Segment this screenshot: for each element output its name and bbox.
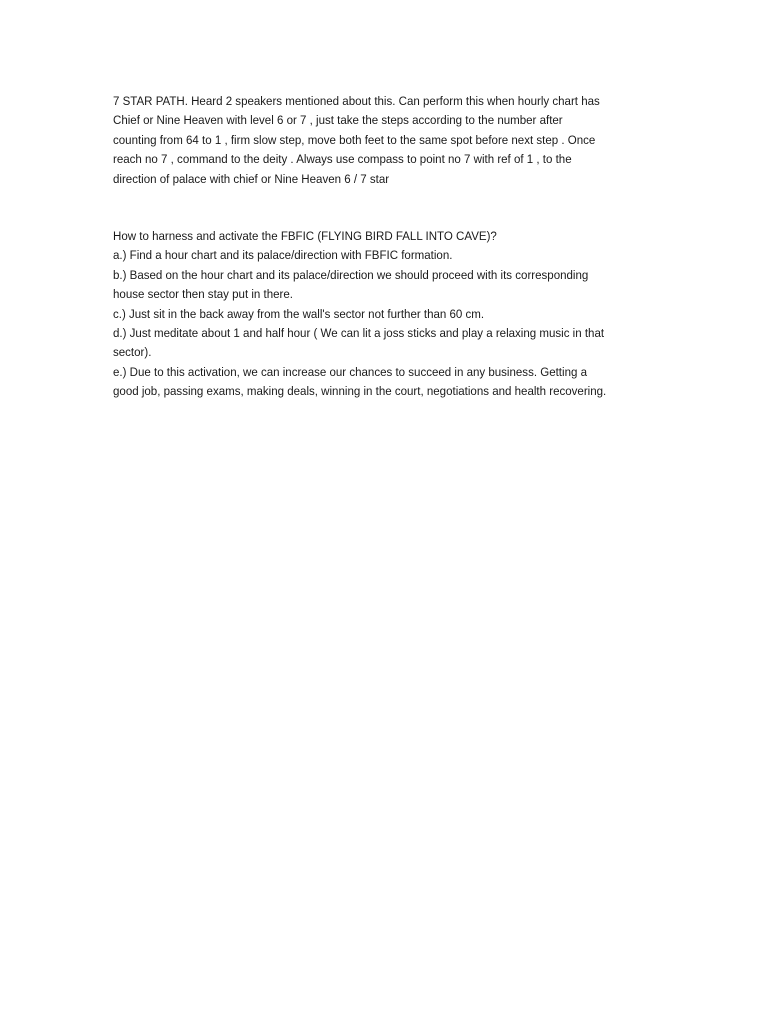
step-b-line-continued: house sector then stay put in there. [113,287,294,302]
step-d-line-continued: sector). [113,345,152,360]
seven-star-path-paragraph [113,92,634,189]
step-c-line: c.) Just sit in the back away from the wall's sector not further than 60 cm. [113,306,485,321]
text-line: reach no 7 , command to the deity . Always use compass to point no 7 with ref of 1 , to the [113,152,572,167]
step-b-line: b.) Based on the hour chart and its palace/direction we should proceed with its corresponding [113,267,589,282]
text-line: counting from 64 to 1 , firm slow step, move both feet to the same spot before next step . Once [113,132,596,147]
paragraph-spacer [113,189,634,227]
text-line: 7 STAR PATH. Heard 2 speakers mentioned about this. Can perform this when hourly chart has [113,94,600,108]
text-line: direction of palace with chief or Nine Heaven 6 / 7 star [113,171,390,186]
step-e-line-continued: good job, passing exams, making deals, winning in the court, negotiations and health recovering. [113,384,607,399]
step-d-line: d.) Just meditate about 1 and half hour ( We can lit a joss sticks and play a relaxing music in that [113,326,605,341]
step-e-line: e.) Due to this activation, we can increase our chances to succeed in any business. Getting a [113,364,588,379]
step-a-line: a.) Find a hour chart and its palace/direction with FBFIC formation. [113,248,453,263]
fbfic-heading: How to harness and activate the FBFIC (FLYING BIRD FALL INTO CAVE)? [113,229,497,244]
fbfic-paragraph [113,227,634,402]
text-line: Chief or Nine Heaven with level 6 or 7 , just take the steps according to the number after [113,113,563,128]
document-body [113,92,634,402]
